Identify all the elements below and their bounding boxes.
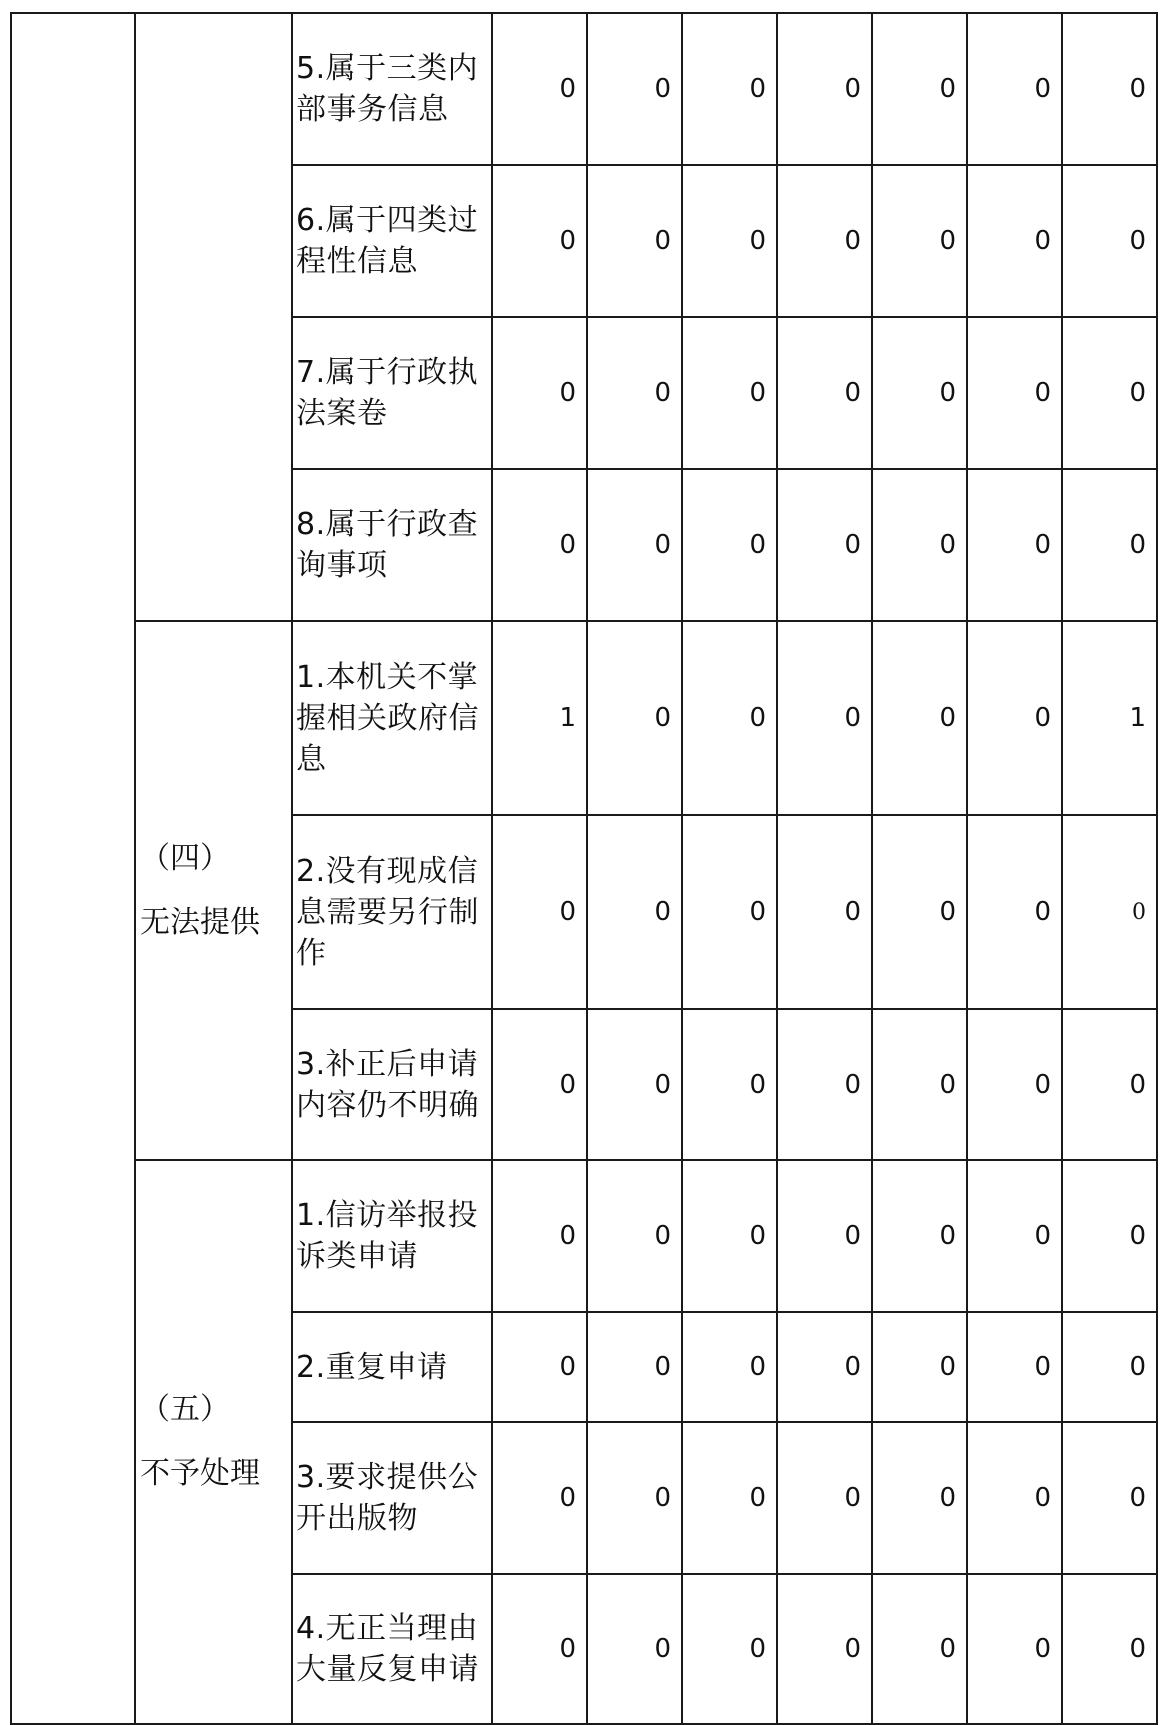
- item-label: 1.本机关不掌握相关政府信息: [292, 621, 492, 815]
- value-cell: 0: [1062, 1160, 1157, 1312]
- table-row: [11, 621, 1157, 815]
- value-cell: 0: [777, 1009, 872, 1160]
- value-cell: 0: [587, 1422, 682, 1574]
- value-cell: 0: [777, 469, 872, 621]
- value-cell: 0: [967, 1009, 1062, 1160]
- item-label: 5.属于三类内部事务信息: [292, 13, 492, 165]
- category-cell: [135, 13, 292, 621]
- value-cell: 0: [682, 815, 777, 1009]
- value-cell: 0: [682, 1574, 777, 1724]
- category-number: （四）: [140, 840, 230, 876]
- value-cell: 0: [587, 621, 682, 815]
- value-cell: 0: [777, 13, 872, 165]
- value-cell: 0: [777, 815, 872, 1009]
- value-cell: 0: [682, 621, 777, 815]
- value-cell: 0: [587, 1009, 682, 1160]
- value-cell: 0: [1062, 1009, 1157, 1160]
- value-cell: 0: [682, 1312, 777, 1422]
- value-cell: 0: [777, 621, 872, 815]
- value-cell: 0: [682, 165, 777, 317]
- value-cell: 0: [492, 317, 587, 469]
- value-cell: 0: [492, 469, 587, 621]
- item-label: 3.要求提供公开出版物: [292, 1422, 492, 1574]
- value-cell: 0: [872, 815, 967, 1009]
- value-cell: 0: [492, 1312, 587, 1422]
- value-cell: 0: [492, 1009, 587, 1160]
- application-handling-table: [10, 12, 1158, 1725]
- value-cell: 0: [872, 1422, 967, 1574]
- group-cell: [11, 13, 135, 1724]
- item-label: 1.信访举报投诉类申请: [292, 1160, 492, 1312]
- value-cell: 0: [1062, 1574, 1157, 1724]
- value-cell: 0: [587, 469, 682, 621]
- value-cell: 0: [777, 165, 872, 317]
- value-cell: 0: [682, 13, 777, 165]
- value-cell: 0: [587, 1312, 682, 1422]
- value-cell: 0: [967, 317, 1062, 469]
- table-container: [10, 12, 1158, 1725]
- value-cell: 0: [777, 1574, 872, 1724]
- value-cell: 0: [967, 1312, 1062, 1422]
- value-cell: 1: [492, 621, 587, 815]
- value-cell: 0: [587, 1574, 682, 1724]
- value-cell: 0: [682, 1160, 777, 1312]
- value-cell: 0: [1062, 1312, 1157, 1422]
- value-cell: 0: [587, 317, 682, 469]
- value-cell: 0: [967, 1574, 1062, 1724]
- value-cell: 0: [1062, 165, 1157, 317]
- value-cell: 0: [872, 317, 967, 469]
- item-label: 2.重复申请: [292, 1312, 492, 1422]
- category-title: 无法提供: [140, 904, 260, 940]
- value-cell: 0: [872, 1574, 967, 1724]
- value-cell: 0: [967, 469, 1062, 621]
- value-cell: 0: [967, 621, 1062, 815]
- value-cell: 0: [777, 1312, 872, 1422]
- table-row: [11, 13, 1157, 165]
- value-cell: 0: [682, 317, 777, 469]
- category-cell: [135, 621, 292, 1160]
- value-cell: 0: [492, 13, 587, 165]
- item-label: 4.无正当理由大量反复申请: [292, 1574, 492, 1724]
- value-cell: 0: [872, 1009, 967, 1160]
- value-cell: 0: [967, 165, 1062, 317]
- category-cell: [135, 1160, 292, 1724]
- item-label: 7.属于行政执法案卷: [292, 317, 492, 469]
- value-cell: 0: [1062, 815, 1157, 1009]
- value-cell: 0: [492, 1574, 587, 1724]
- value-cell: 0: [587, 13, 682, 165]
- value-cell: 0: [1062, 13, 1157, 165]
- value-cell: 0: [682, 1009, 777, 1160]
- value-cell: 0: [777, 1422, 872, 1574]
- category-title: 不予处理: [140, 1456, 260, 1491]
- value-cell: 0: [1062, 1422, 1157, 1574]
- value-cell: 0: [1062, 469, 1157, 621]
- value-cell: 0: [777, 317, 872, 469]
- value-cell: 0: [967, 1422, 1062, 1574]
- category-number: （五）: [140, 1392, 230, 1427]
- value-cell: 0: [587, 1160, 682, 1312]
- value-cell: 0: [682, 469, 777, 621]
- value-cell: 0: [492, 1160, 587, 1312]
- value-cell: 0: [872, 469, 967, 621]
- value-cell: 0: [967, 1160, 1062, 1312]
- value-cell: 0: [492, 165, 587, 317]
- value-cell: 0: [492, 1422, 587, 1574]
- value-cell: 0: [872, 13, 967, 165]
- value-cell: 1: [1062, 621, 1157, 815]
- value-cell: 0: [1062, 317, 1157, 469]
- value-cell: 0: [587, 815, 682, 1009]
- value-cell: 0: [682, 1422, 777, 1574]
- value-cell: 0: [777, 1160, 872, 1312]
- value-cell: 0: [587, 165, 682, 317]
- value-cell: 0: [872, 165, 967, 317]
- value-cell: 0: [967, 13, 1062, 165]
- item-label: 8.属于行政查询事项: [292, 469, 492, 621]
- table-row: [11, 1160, 1157, 1312]
- value-cell: 0: [872, 621, 967, 815]
- value-cell: 0: [872, 1312, 967, 1422]
- value-cell: 0: [492, 815, 587, 1009]
- item-label: 2.没有现成信息需要另行制作: [292, 815, 492, 1009]
- item-label: 3.补正后申请内容仍不明确: [292, 1009, 492, 1160]
- value-cell: 0: [872, 1160, 967, 1312]
- value-cell: 0: [967, 815, 1062, 1009]
- item-label: 6.属于四类过程性信息: [292, 165, 492, 317]
